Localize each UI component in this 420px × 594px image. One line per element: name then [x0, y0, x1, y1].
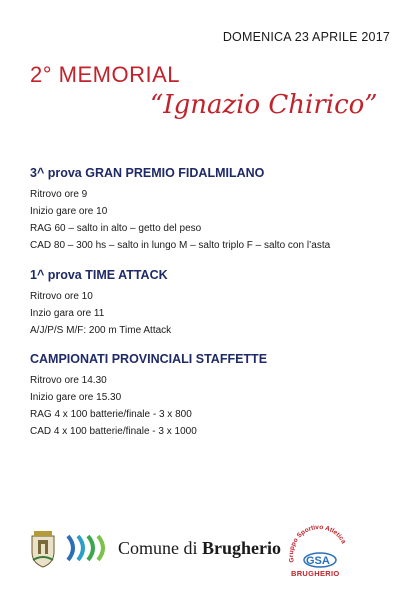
schedule-line: A/J/P/S M/F: 200 m Time Attack [30, 325, 172, 336]
schedule-line: Inizio gare ore 15.30 [30, 392, 122, 403]
comune-waves-logo-icon [64, 534, 112, 562]
section-title: 3^ prova GRAN PREMIO FIDALMILANO [30, 166, 265, 180]
comune-name: Brugherio [202, 538, 281, 558]
section-gran-premio [30, 166, 400, 254]
gsa-arc-text: Gruppo Sportivo Atletica [287, 523, 348, 564]
section-title: CAMPIONATI PROVINCIALI STAFFETTE [30, 352, 268, 366]
section-time-attack [30, 268, 400, 339]
schedule-line: CAD 4 x 100 batterie/finale - 3 x 1000 [30, 426, 197, 437]
memorial-title: 2° MEMORIAL [30, 62, 180, 87]
section-staffette [30, 352, 400, 440]
schedule-line: RAG 60 – salto in alto – getto del peso [30, 223, 202, 234]
schedule-line: Ritrovo ore 14.30 [30, 375, 107, 386]
comune-prefix: Comune di [118, 538, 202, 558]
honoree-name: “Ignazio Chirico” [150, 90, 378, 120]
gsa-letters: GSA [306, 555, 330, 567]
schedule-line: Ritrovo ore 9 [30, 189, 88, 200]
coat-of-arms-icon [28, 530, 58, 568]
section-title: 1^ prova TIME ATTACK [30, 268, 168, 282]
comune-logo-text [118, 538, 281, 559]
schedule-line: RAG 4 x 100 batterie/finale - 3 x 800 [30, 409, 192, 420]
schedule-line: Inzio gara ore 11 [30, 308, 105, 319]
schedule-line: Inizio gare ore 10 [30, 206, 108, 217]
schedule-line: Ritrovo ore 10 [30, 291, 93, 302]
footer-logos [28, 523, 400, 578]
gsa-club-name: BRUGHERIO [291, 569, 340, 578]
schedule-line: CAD 80 – 300 hs – salto in lungo M – salto triplo F – salto con l’asta [30, 240, 331, 251]
event-date: DOMENICA 23 APRILE 2017 [222, 30, 390, 44]
